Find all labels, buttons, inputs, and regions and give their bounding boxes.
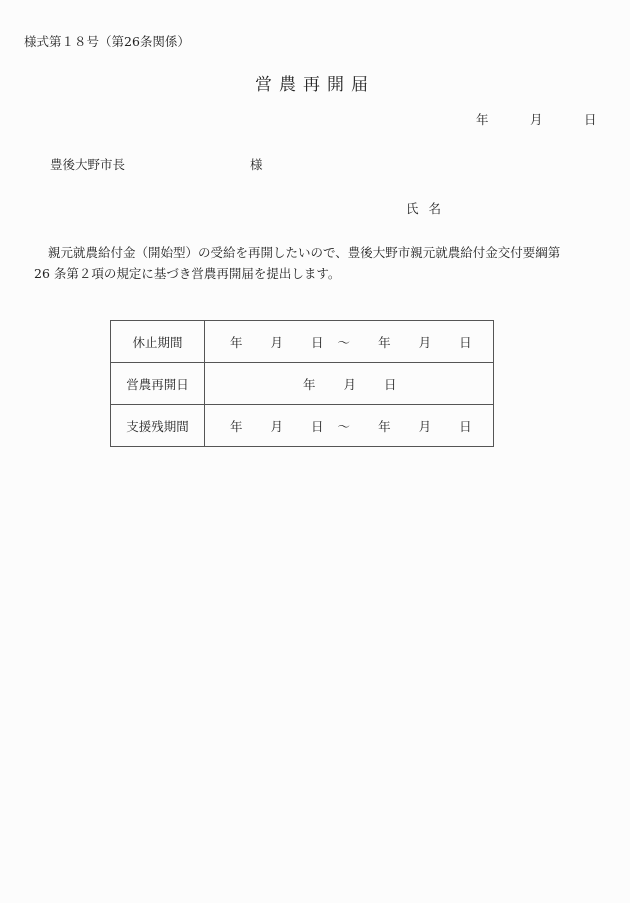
date-cell[interactable] (205, 363, 494, 405)
start-day-label: 日 (311, 418, 324, 434)
table-row-resumption-date (111, 363, 494, 405)
end-day-label: 日 (459, 334, 472, 350)
row-label: 休止期間 (111, 321, 205, 363)
body-line-2: 26 条第２項の規定に基づき営農再開届を提出します。 (34, 266, 341, 281)
submission-month-label: 月 (530, 112, 543, 127)
info-table (110, 320, 494, 447)
end-month-label: 月 (418, 334, 432, 350)
table-row-suspension-period (111, 321, 494, 363)
start-month-label: 月 (270, 334, 284, 350)
start-day-label: 日 (311, 334, 324, 350)
start-year-label: 年 (230, 334, 243, 350)
table-row-remaining-support-period (111, 405, 494, 447)
start-month-label: 月 (270, 418, 284, 434)
range-separator: ～ (337, 334, 351, 350)
end-day-label: 日 (459, 418, 472, 434)
document-title: 営農再開届 (255, 75, 375, 95)
end-year-label: 年 (378, 418, 391, 434)
submission-year-label: 年 (476, 112, 489, 127)
date-range-cell[interactable] (205, 405, 494, 447)
month-label: 月 (343, 376, 357, 392)
day-label: 日 (384, 376, 397, 392)
end-year-label: 年 (378, 334, 391, 350)
row-label: 営農再開日 (111, 363, 205, 405)
submission-day-label: 日 (584, 112, 597, 127)
addressee-name: 豊後大野市長 (50, 157, 126, 172)
form-number: 様式第１８号（第26条関係） (24, 34, 190, 49)
applicant-name-label: 氏名 (406, 201, 452, 216)
row-label: 支援残期間 (111, 405, 205, 447)
addressee-honorific: 様 (250, 157, 263, 172)
end-month-label: 月 (418, 418, 432, 434)
body-paragraph (34, 242, 614, 284)
body-line-1: 親元就農給付金（開始型）の受給を再開したいので、豊後大野市親元就農給付金交付要綱第 (48, 245, 561, 260)
date-range-cell[interactable] (205, 321, 494, 363)
year-label: 年 (303, 376, 316, 392)
range-separator: ～ (337, 418, 351, 434)
start-year-label: 年 (230, 418, 243, 434)
